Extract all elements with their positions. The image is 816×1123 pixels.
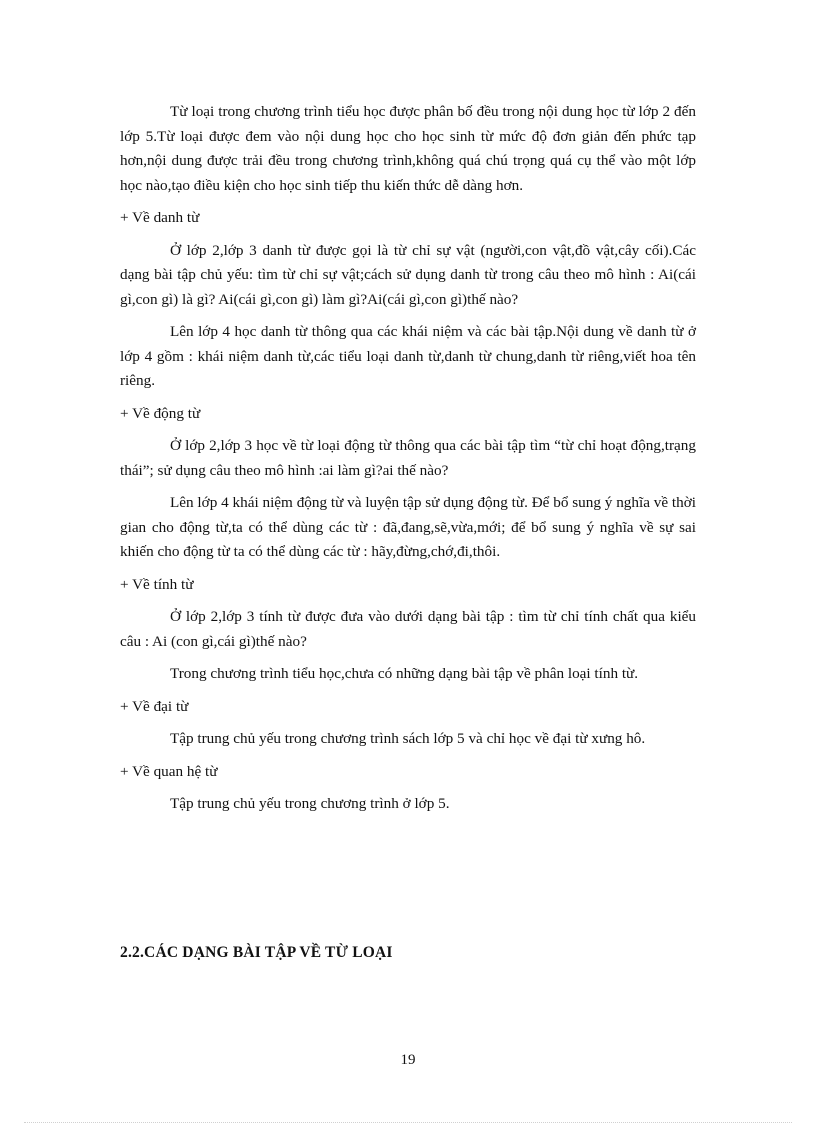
subsection-heading: + Về danh từ [120,209,200,226]
subsection-heading: + Về tính từ [120,575,194,593]
body-paragraph: Ở lớp 2,lớp 3 danh từ được gọi là từ chỉ sự vật (người,con vật,đồ vật,cây cối).Các dạng bài tập chủ yếu: tìm từ chỉ sự vật;cách sử dụng danh từ trong câu theo mô hình : Ai(cái gì,con gì) là gì? Ai(cái gì,con gì) làm gì?Ai(cái gì,con gì)thế nào? [120,241,696,308]
body-paragraph: Ở lớp 2,lớp 3 học về từ loại động từ thông qua các bài tập tìm “từ chỉ hoạt động,trạng thái”; sử dụng câu theo mô hình :ai làm gì?ai thế nào? [120,437,696,479]
body-paragraph: Tập trung chủ yếu trong chương trình ở lớp 5. [170,795,450,812]
page-number: 19 [400,1052,416,1068]
body-paragraph: Tập trung chủ yếu trong chương trình sách lớp 5 và chỉ học về đại từ xưng hô. [170,730,646,747]
body-paragraph: Lên lớp 4 khái niệm động từ và luyện tập sử dụng động từ. Để bổ sung ý nghĩa về thời gian cho động từ,ta có thể dùng các từ : đã,đang,sẽ,vừa,mới; để bổ sung ý nghĩa về sự sai khiến cho động từ ta có thể dùng các từ : hãy,đừng,chớ,đi,thôi. [120,494,696,560]
subsection-heading: + Về động từ [120,404,201,422]
body-paragraph: Từ loại trong chương trình tiểu học được phân bố đều trong nội dung học từ lớp 2 đến lớp 5.Từ loại được đem vào nội dung học cho học sinh từ mức độ đơn giản đến phức tạp hơn,nội dung được trải đều trong chương trình,không quá chú trọng quá cụ thể vào một lớp học nào,tạo điều kiện cho học sinh tiếp thu kiến thức dễ dàng hơn. [120,103,696,194]
body-paragraph: Trong chương trình tiểu học,chưa có những dạng bài tập về phân loại tính từ. [170,665,639,682]
subsection-heading: + Về quan hệ từ [120,762,218,780]
subsection-heading: + Về đại từ [120,697,189,715]
section-title: 2.2.CÁC DẠNG BÀI TẬP VỀ TỪ LOẠI [120,944,393,961]
body-paragraph: Ở lớp 2,lớp 3 tính từ được đưa vào dưới dạng bài tập : tìm từ chỉ tính chất qua kiểu câu : Ai (con gì,cái gì)thế nào? [120,608,696,650]
document-body [120,100,696,825]
body-paragraph: Lên lớp 4 học danh từ thông qua các khái niệm và các bài tập.Nội dung về danh từ ở lớp 4 gồm : khái niệm danh từ,các tiểu loại danh từ,danh từ chung,danh từ riêng,viết hoa tên riêng. [120,323,696,389]
